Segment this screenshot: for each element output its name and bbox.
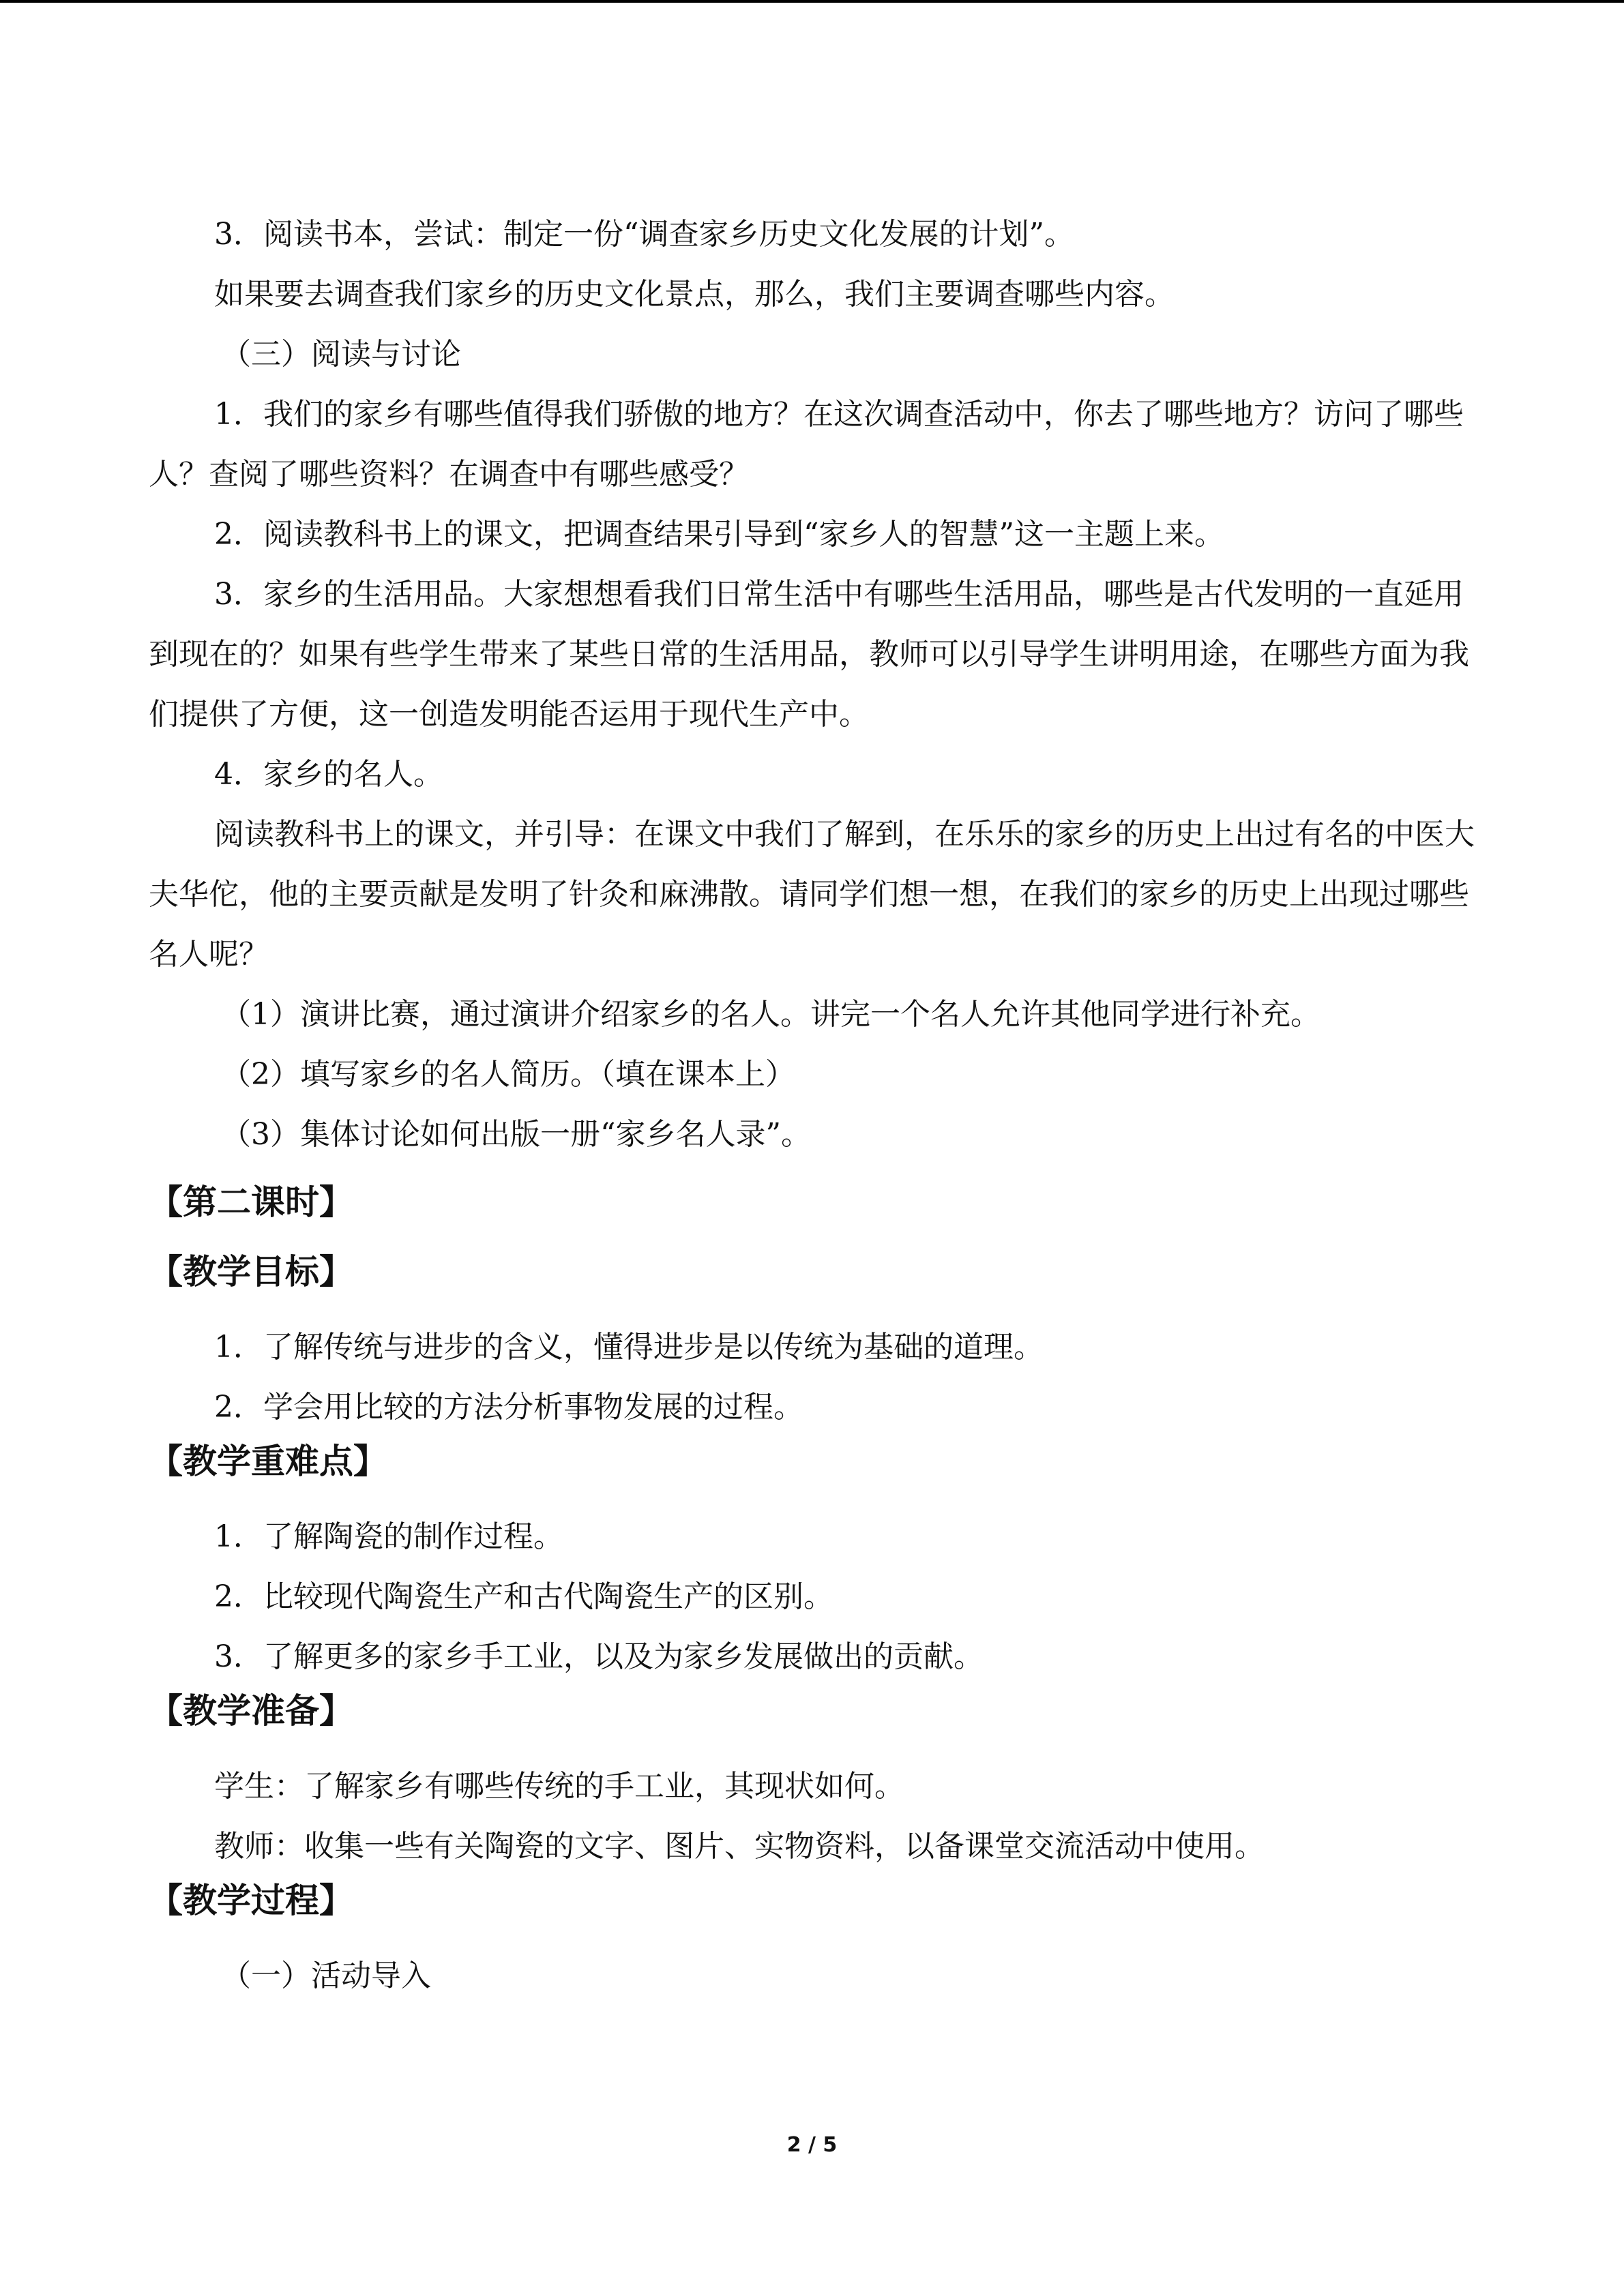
heading-process: 【教学过程】 — [149, 1881, 353, 1920]
key-point-item: 2．比较现代陶瓷生产和古代陶瓷生产的区别。 — [214, 1579, 833, 1614]
key-point-item: 3．了解更多的家乡手工业，以及为家乡发展做出的贡献。 — [214, 1639, 984, 1674]
paragraph: 2．阅读教科书上的课文，把调查结果引导到“家乡人的智慧”这一主题上来。 — [214, 517, 1224, 552]
prep-item: 学生：了解家乡有哪些传统的手工业，其现状如何。 — [214, 1769, 904, 1804]
goal-item: 2．学会用比较的方法分析事物发展的过程。 — [214, 1390, 803, 1425]
paragraph: 如果要去调查我们家乡的历史文化景点，那么，我们主要调查哪些内容。 — [214, 277, 1175, 312]
heading-goals: 【教学目标】 — [149, 1252, 353, 1292]
paragraph: 4．家乡的名人。 — [214, 757, 443, 792]
paragraph: 3．阅读书本，尝试：制定一份“调查家乡历史文化发展的计划”。 — [214, 217, 1074, 252]
list-item: （2）填写家乡的名人简历。（填在课本上） — [221, 1057, 795, 1092]
page-number: 2 / 5 — [786, 2133, 838, 2157]
prep-item: 教师：收集一些有关陶瓷的文字、图片、实物资料，以备课堂交流活动中使用。 — [214, 1829, 1265, 1864]
heading-preparation: 【教学准备】 — [149, 1691, 353, 1731]
list-item: （3）集体讨论如何出版一册“家乡名人录”。 — [221, 1117, 811, 1152]
goal-item: 1．了解传统与进步的含义，懂得进步是以传统为基础的道理。 — [214, 1330, 1044, 1365]
section-subheading: （三）阅读与讨论 — [221, 337, 461, 372]
key-point-item: 1．了解陶瓷的制作过程。 — [214, 1519, 563, 1554]
heading-key-points: 【教学重难点】 — [149, 1442, 387, 1481]
top-border — [0, 0, 1624, 3]
heading-lesson: 【第二课时】 — [149, 1182, 353, 1222]
paragraph: 1．我们的家乡有哪些值得我们骄傲的地方？在这次调查活动中，你去了哪些地方？访问了哪些人？查阅了哪些资料？在调查中有哪些感受？ — [149, 397, 1464, 492]
process-item: （一）活动导入 — [221, 1958, 431, 1993]
paragraph: 阅读教科书上的课文，并引导：在课文中我们了解到，在乐乐的家乡的历史上出过有名的中医大夫华佗，他的主要贡献是发明了针灸和麻沸散。请同学们想一想，在我们的家乡的历史上出现过哪些名人呢？ — [149, 817, 1475, 972]
list-item: （1）演讲比赛，通过演讲介绍家乡的名人。讲完一个名人允许其他同学进行补充。 — [221, 997, 1320, 1032]
document-body — [149, 205, 1479, 2006]
paragraph: 3．家乡的生活用品。大家想想看我们日常生活中有哪些生活用品，哪些是古代发明的一直延用到现在的？如果有些学生带来了某些日常的生活用品，教师可以引导学生讲明用途，在哪些方面为我们提供了方便，这一创造发明能否运用于现代生产中。 — [149, 577, 1469, 732]
